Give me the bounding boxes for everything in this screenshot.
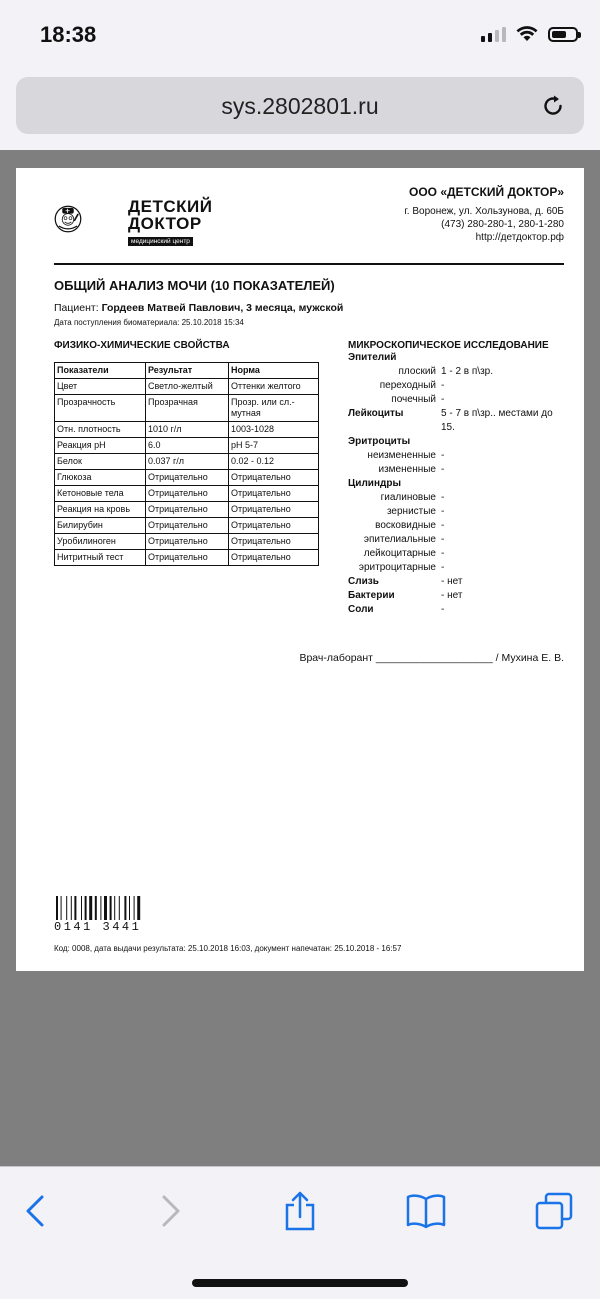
cell-indicator: Реакция на кровь <box>55 502 146 518</box>
erythrocytic-value: - <box>441 562 445 573</box>
cell-result: 6.0 <box>146 438 229 454</box>
renal-label: почечный <box>391 394 436 405</box>
barcode-number: 0141 3441 <box>54 920 145 934</box>
cell-norm: Прозр. или сл.-мутная <box>229 395 319 422</box>
header-divider <box>54 263 564 265</box>
unchanged-label: неизмененные <box>367 450 436 461</box>
cell-result: 1010 г/л <box>146 422 229 438</box>
wifi-icon <box>516 26 538 42</box>
patient-label: Пациент: <box>54 302 99 314</box>
header-norm: Норма <box>229 363 319 379</box>
org-phone: (473) 280-280-1, 280-1-280 <box>441 219 564 230</box>
erythrocytic-label: эритроцитарные <box>358 562 436 573</box>
list-item <box>348 449 568 463</box>
leukocytes-label: Лейкоциты <box>348 408 404 419</box>
list-item <box>348 379 568 393</box>
waxy-label: восковидные <box>375 520 436 531</box>
cell-norm: 0.02 - 0.12 <box>229 454 319 470</box>
salts-label: Соли <box>348 604 374 615</box>
bacteria-value: - нет <box>441 590 463 601</box>
mucus-value: - нет <box>441 576 463 587</box>
logo-text <box>128 198 212 232</box>
patient-name: Гордеев Матвей Павлович, 3 месяца, мужской <box>101 302 344 314</box>
list-item <box>348 533 568 547</box>
cell-result: 0.037 г/л <box>146 454 229 470</box>
transitional-label: переходный <box>379 380 436 391</box>
cell-norm: Оттенки желтого <box>229 379 319 395</box>
logo-line-1: ДЕТСКИЙ <box>128 197 213 216</box>
safari-toolbar <box>0 1166 600 1299</box>
organization-info <box>404 186 564 244</box>
table-row <box>55 422 319 438</box>
cell-norm: Отрицательно <box>229 486 319 502</box>
cell-norm: Отрицательно <box>229 518 319 534</box>
table-row <box>55 470 319 486</box>
patient-line <box>54 302 343 314</box>
hyaline-value: - <box>441 492 445 503</box>
results-table <box>54 362 319 566</box>
cell-indicator: Реакция pH <box>55 438 146 454</box>
org-site: http://детдоктор.рф <box>475 232 564 243</box>
list-item <box>348 393 568 407</box>
section-physchem-title: ФИЗИКО-ХИМИЧЕСКИЕ СВОЙСТВА <box>54 340 230 351</box>
cell-indicator: Белок <box>55 454 146 470</box>
table-row <box>55 502 319 518</box>
microscopy-title: МИКРОСКОПИЧЕСКОЕ ИССЛЕДОВАНИЕ <box>348 340 549 351</box>
granular-value: - <box>441 506 445 517</box>
cell-result: Отрицательно <box>146 470 229 486</box>
salts-value: - <box>441 604 445 615</box>
cell-indicator: Отн. плотность <box>55 422 146 438</box>
cell-norm: Отрицательно <box>229 470 319 486</box>
list-item <box>348 505 568 519</box>
table-row <box>55 454 319 470</box>
clock: 18:38 <box>40 22 97 47</box>
cylinders-heading: Цилиндры <box>348 478 401 489</box>
table-row <box>55 395 319 422</box>
status-bar <box>0 0 600 74</box>
epithelial-value: - <box>441 534 445 545</box>
status-icons <box>481 26 578 42</box>
cell-norm: pH 5-7 <box>229 438 319 454</box>
header-indicator: Показатели <box>55 363 146 379</box>
list-item <box>348 519 568 533</box>
report-title: ОБЩИЙ АНАЛИЗ МОЧИ (10 ПОКАЗАТЕЛЕЙ) <box>54 278 335 293</box>
table-row <box>55 438 319 454</box>
table-row <box>55 486 319 502</box>
header-result: Результат <box>146 363 229 379</box>
report-footer: Код: 0008, дата выдачи результата: 25.10.2018 16:03, документ напечатан: 25.10.2018 - 16:57 <box>54 944 402 953</box>
cell-indicator: Кетоновые тела <box>55 486 146 502</box>
home-indicator[interactable] <box>192 1279 408 1287</box>
url-text[interactable]: sys.2802801.ru <box>221 93 379 119</box>
mucus-label: Слизь <box>348 576 379 587</box>
microscopy-section <box>348 340 568 617</box>
address-area <box>0 74 600 150</box>
granular-label: зернистые <box>386 506 436 517</box>
table-row <box>55 534 319 550</box>
leukocytic-label: лейкоцитарные <box>363 548 436 559</box>
battery-icon <box>548 27 578 42</box>
cell-norm: Отрицательно <box>229 534 319 550</box>
list-item <box>348 575 568 589</box>
epithelial-label: эпителиальные <box>363 534 436 545</box>
transitional-value: - <box>441 380 445 391</box>
changed-label: измененные <box>378 464 436 475</box>
back-icon[interactable] <box>18 1191 58 1231</box>
received-date: Дата поступления биоматериала: 25.10.2018 15:34 <box>54 318 244 327</box>
table-row <box>55 550 319 566</box>
logo-subtitle: медицинский центр <box>128 237 193 246</box>
leukocytes-value: 5 - 7 в п\зр.. местами до 15. <box>441 408 553 433</box>
cell-indicator: Уробилиноген <box>55 534 146 550</box>
cell-norm: Отрицательно <box>229 502 319 518</box>
table-row <box>55 518 319 534</box>
cell-result: Отрицательно <box>146 518 229 534</box>
list-item <box>348 603 568 617</box>
epithelium-heading: Эпителий <box>348 352 397 363</box>
cell-indicator: Билирубин <box>55 518 146 534</box>
table-header-row <box>55 363 319 379</box>
cell-indicator: Цвет <box>55 379 146 395</box>
list-item <box>348 463 568 477</box>
cell-result: Отрицательно <box>146 486 229 502</box>
cell-result: Прозрачная <box>146 395 229 422</box>
flat-label: плоский <box>398 366 436 377</box>
forward-icon[interactable] <box>150 1191 190 1231</box>
logo-line-2: ДОКТОР <box>128 214 202 233</box>
share-icon[interactable] <box>280 1191 320 1231</box>
cell-result: Отрицательно <box>146 502 229 518</box>
erythrocytes-heading: Эритроциты <box>348 436 411 447</box>
leukocytic-value: - <box>441 548 445 559</box>
bacteria-label: Бактерии <box>348 590 395 601</box>
table-row <box>55 379 319 395</box>
url-bar[interactable] <box>16 77 584 134</box>
list-item <box>348 589 568 603</box>
clinic-logo-icon <box>54 186 124 252</box>
renal-value: - <box>441 394 445 405</box>
tabs-icon[interactable] <box>534 1191 574 1231</box>
cell-indicator: Нитритный тест <box>55 550 146 566</box>
list-item <box>348 547 568 561</box>
flat-value: 1 - 2 в п\зр. <box>441 366 493 377</box>
lab-doctor-signature: Врач-лаборант ____________________ / Мухина Е. В. <box>299 652 564 664</box>
cell-indicator: Глюкоза <box>55 470 146 486</box>
reload-icon[interactable] <box>540 93 566 119</box>
waxy-value: - <box>441 520 445 531</box>
org-name: ООО «ДЕТСКИЙ ДОКТОР» <box>408 185 564 199</box>
list-item <box>348 561 568 575</box>
org-address: г. Воронеж, ул. Хользунова, д. 60Б <box>404 206 564 217</box>
hyaline-label: гиалиновые <box>380 492 436 503</box>
unchanged-value: - <box>441 450 445 461</box>
changed-value: - <box>441 464 445 475</box>
cell-norm: 1003-1028 <box>229 422 319 438</box>
list-item <box>348 491 568 505</box>
cell-result: Отрицательно <box>146 534 229 550</box>
list-item <box>348 365 568 379</box>
cell-result: Светло-желтый <box>146 379 229 395</box>
bookmarks-icon[interactable] <box>406 1191 446 1231</box>
list-item <box>348 407 568 435</box>
cell-result: Отрицательно <box>146 550 229 566</box>
cell-norm: Отрицательно <box>229 550 319 566</box>
lab-report-page <box>16 168 584 971</box>
cellular-signal-icon <box>481 26 506 42</box>
cell-indicator: Прозрачность <box>55 395 146 422</box>
